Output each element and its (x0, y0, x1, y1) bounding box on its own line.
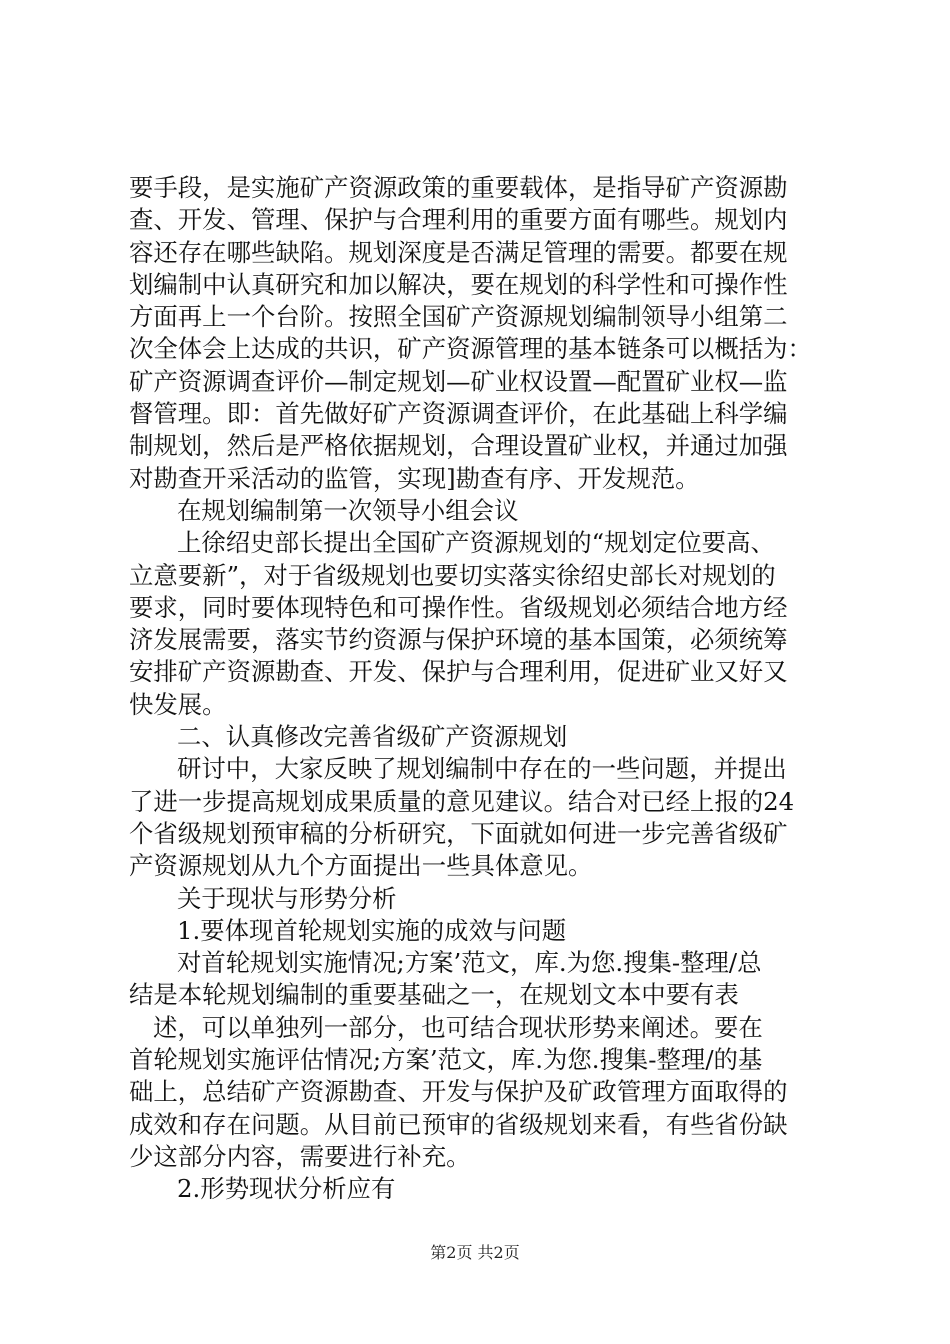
text-line: 对勘查开采活动的监管，实现]勘查有序、开发规范。 (129, 463, 700, 493)
text-line: 结是本轮规划编制的重要基础之一，在规划文本中要有表 (129, 980, 739, 1010)
text-line: 划编制中认真研究和加以解决，要在规划的科学性和可操作性 (129, 269, 788, 299)
text-line: 了进一步提高规划成果质量的意见建议。结合对已经上报的24 (129, 786, 795, 816)
text-line: 个省级规划预审稿的分析研究，下面就如何进一步完善省级矿 (129, 818, 788, 848)
text-line: 关于现状与形势分析 (177, 883, 397, 913)
text-line: 次全体会上达成的共识，矿产资源管理的基本链条可以概括为： (129, 334, 812, 364)
text-line: 矿产资源调查评价—制定规划—矿业权设置—配置矿业权—监 (129, 366, 788, 396)
text-line: 础上，总结矿产资源勘查、开发与保护及矿政管理方面取得的 (129, 1077, 788, 1107)
text-line: 述，可以单独列一部分，也可结合现状形势来阐述。要在 (153, 1012, 763, 1042)
text-line: 方面再上一个台阶。按照全国矿产资源规划编制领导小组第二 (129, 302, 788, 332)
document-body (129, 172, 829, 1206)
text-line: 要手段，是实施矿产资源政策的重要载体，是指导矿产资源勘 (129, 173, 788, 202)
text-line: 立意要新”，对于省级规划也要切实落实徐绍史部长对规划的 (129, 560, 776, 590)
page-footer (0, 1243, 950, 1263)
text-line: 少这部分内容，需要进行补充。 (129, 1141, 471, 1171)
text-line: 要求，同时要体现特色和可操作性。省级规划必须结合地方经 (129, 592, 788, 622)
text-line: 安排矿产资源勘查、开发、保护与合理利用，促进矿业又好又 (129, 657, 788, 687)
text-line: 2.形势现状分析应有 (177, 1174, 396, 1204)
text-line: 容还存在哪些缺陷。规划深度是否满足管理的需要。都要在规 (129, 237, 788, 267)
text-line: 上徐绍史部长提出全国矿产资源规划的“规划定位要高、 (177, 528, 775, 558)
text-line: 二、认真修改完善省级矿产资源规划 (177, 722, 568, 752)
text-line: 快发展。 (129, 689, 227, 719)
text-line: 查、开发、管理、保护与合理利用的重要方面有哪些。规划内 (129, 205, 788, 235)
text-line: 1.要体现首轮规划实施的成效与问题 (177, 915, 567, 945)
text-line: 对首轮规划实施情况;方案’范文，库.为您.搜集-整理/总 (177, 948, 762, 978)
page-number: 第2页 共2页 (430, 1243, 520, 1262)
text-line: 产资源规划从九个方面提出一些具体意见。 (129, 851, 593, 881)
text-line: 督管理。即：首先做好矿产资源调查评价，在此基础上科学编 (129, 399, 788, 429)
text-line: 研讨中，大家反映了规划编制中存在的一些问题，并提出 (177, 754, 787, 784)
text-line: 成效和存在问题。从目前已预审的省级规划来看，有些省份缺 (129, 1109, 788, 1139)
text-line: 制规划，然后是严格依据规划，合理设置矿业权，并通过加强 (129, 431, 788, 461)
text-line: 首轮规划实施评估情况;方案’范文，库.为您.搜集-整理/的基 (129, 1045, 763, 1075)
text-line: 济发展需要，落实节约资源与保护环境的基本国策，必须统筹 (129, 625, 788, 655)
text-line: 在规划编制第一次领导小组会议 (177, 495, 519, 525)
